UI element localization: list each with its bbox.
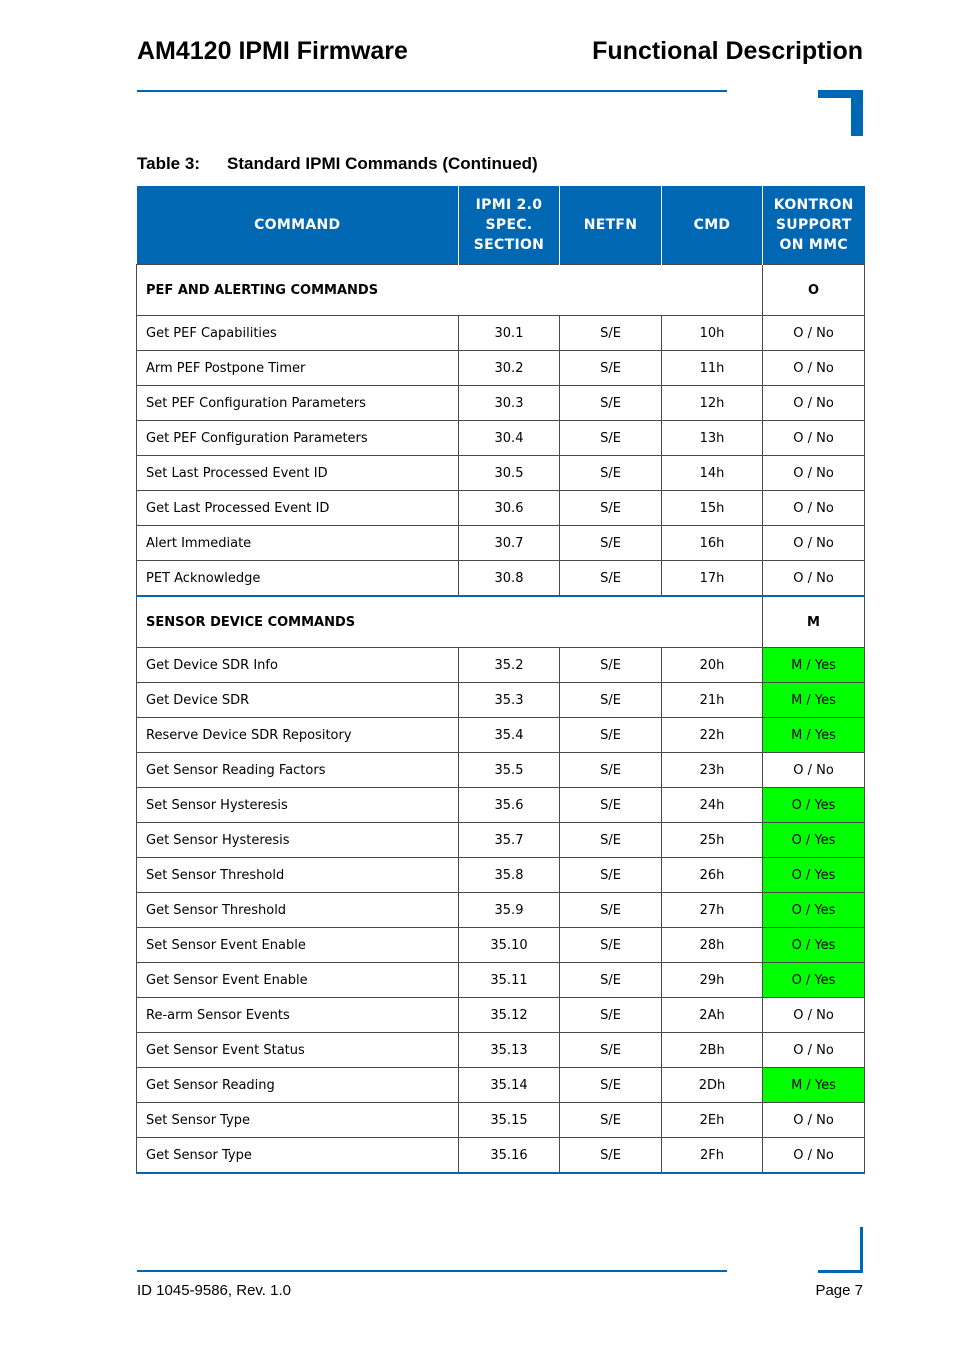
spec-section-cell: 35.2 (459, 648, 560, 683)
netfn-cell: S/E (560, 526, 662, 561)
command-name-cell: Get PEF Capabilities (137, 316, 459, 351)
spec-section-cell: 35.3 (459, 683, 560, 718)
support-cell: O / No (763, 386, 865, 421)
netfn-cell: S/E (560, 386, 662, 421)
netfn-cell: S/E (560, 823, 662, 858)
netfn-cell: S/E (560, 753, 662, 788)
command-name-cell: Set Sensor Type (137, 1103, 459, 1138)
support-cell: O / Yes (763, 823, 865, 858)
command-name-cell: Get Sensor Reading (137, 1068, 459, 1103)
netfn-cell: S/E (560, 858, 662, 893)
support-cell: O / No (763, 351, 865, 386)
netfn-cell: S/E (560, 928, 662, 963)
cmd-cell: 11h (662, 351, 763, 386)
command-name-cell: Get Sensor Reading Factors (137, 753, 459, 788)
spec-section-cell: 30.5 (459, 456, 560, 491)
support-cell: O / No (763, 753, 865, 788)
header-right-title: Functional Description (592, 37, 863, 65)
command-name-cell: Reserve Device SDR Repository (137, 718, 459, 753)
netfn-cell: S/E (560, 963, 662, 998)
spec-section-cell: 35.9 (459, 893, 560, 928)
support-cell: O / No (763, 491, 865, 526)
cmd-cell: 2Fh (662, 1138, 763, 1174)
table-row (137, 351, 865, 386)
netfn-cell: S/E (560, 491, 662, 526)
support-cell: O / Yes (763, 928, 865, 963)
cmd-cell: 29h (662, 963, 763, 998)
spec-section-cell: 30.6 (459, 491, 560, 526)
netfn-cell: S/E (560, 351, 662, 386)
cmd-cell: 12h (662, 386, 763, 421)
command-name-cell: Re-arm Sensor Events (137, 998, 459, 1033)
table-row (137, 1068, 865, 1103)
column-header-kontron-support: KONTRON SUPPORT ON MMC (763, 186, 865, 265)
cmd-cell: 23h (662, 753, 763, 788)
netfn-cell: S/E (560, 788, 662, 823)
footer-doc-id: ID 1045-9586, Rev. 1.0 (137, 1282, 291, 1299)
command-name-cell: Alert Immediate (137, 526, 459, 561)
command-name-cell: Get Sensor Event Status (137, 1033, 459, 1068)
cmd-cell: 16h (662, 526, 763, 561)
spec-section-cell: 35.15 (459, 1103, 560, 1138)
cmd-cell: 27h (662, 893, 763, 928)
spec-section-cell: 30.8 (459, 561, 560, 597)
table-row (137, 788, 865, 823)
table-row (137, 928, 865, 963)
netfn-cell: S/E (560, 1033, 662, 1068)
cmd-cell: 13h (662, 421, 763, 456)
spec-section-cell: 35.8 (459, 858, 560, 893)
support-cell: O / No (763, 998, 865, 1033)
footer-page-number: Page 7 (815, 1282, 863, 1299)
spec-section-cell: 35.10 (459, 928, 560, 963)
support-cell: O / Yes (763, 788, 865, 823)
netfn-cell: S/E (560, 1138, 662, 1174)
table-row (137, 526, 865, 561)
table-row (137, 893, 865, 928)
support-cell: O / No (763, 1033, 865, 1068)
section-support: O (763, 265, 865, 316)
support-cell: O / No (763, 1138, 865, 1174)
netfn-cell: S/E (560, 1103, 662, 1138)
spec-section-cell: 35.16 (459, 1138, 560, 1174)
corner-mark-bottom (818, 1270, 863, 1273)
command-name-cell: Set Sensor Hysteresis (137, 788, 459, 823)
corner-mark-bottom-vertical (860, 1227, 863, 1272)
netfn-cell: S/E (560, 718, 662, 753)
column-header-cmd: CMD (662, 186, 763, 265)
command-name-cell: Get Device SDR Info (137, 648, 459, 683)
command-name-cell: Set Sensor Threshold (137, 858, 459, 893)
command-name-cell: PET Acknowledge (137, 561, 459, 597)
support-cell: O / No (763, 421, 865, 456)
command-name-cell: Get Sensor Type (137, 1138, 459, 1174)
netfn-cell: S/E (560, 1068, 662, 1103)
section-row-sensor-device-commands (137, 596, 865, 648)
header-rule (137, 90, 727, 92)
table-row (137, 561, 865, 597)
table-row (137, 683, 865, 718)
command-name-cell: Get Sensor Threshold (137, 893, 459, 928)
support-cell: O / No (763, 316, 865, 351)
cmd-cell: 2Ah (662, 998, 763, 1033)
table-row (137, 718, 865, 753)
cmd-cell: 15h (662, 491, 763, 526)
cmd-cell: 22h (662, 718, 763, 753)
column-header-spec-section: IPMI 2.0 SPEC. SECTION (459, 186, 560, 265)
netfn-cell: S/E (560, 893, 662, 928)
spec-section-cell: 30.4 (459, 421, 560, 456)
command-name-cell: Get PEF Configuration Parameters (137, 421, 459, 456)
support-cell: O / No (763, 526, 865, 561)
spec-section-cell: 30.1 (459, 316, 560, 351)
table-caption (137, 154, 538, 174)
table-row (137, 316, 865, 351)
netfn-cell: S/E (560, 683, 662, 718)
section-title: SENSOR DEVICE COMMANDS (137, 596, 763, 648)
cmd-cell: 28h (662, 928, 763, 963)
table-header-row (137, 186, 865, 265)
cmd-cell: 26h (662, 858, 763, 893)
support-cell: O / Yes (763, 893, 865, 928)
table-row (137, 963, 865, 998)
header-left-title: AM4120 IPMI Firmware (137, 37, 408, 65)
command-name-cell: Set PEF Configuration Parameters (137, 386, 459, 421)
spec-section-cell: 35.5 (459, 753, 560, 788)
table-row (137, 753, 865, 788)
command-name-cell: Get Device SDR (137, 683, 459, 718)
netfn-cell: S/E (560, 456, 662, 491)
spec-section-cell: 35.12 (459, 998, 560, 1033)
spec-section-cell: 30.3 (459, 386, 560, 421)
command-name-cell: Arm PEF Postpone Timer (137, 351, 459, 386)
table-row (137, 1103, 865, 1138)
table-row (137, 998, 865, 1033)
command-name-cell: Get Sensor Hysteresis (137, 823, 459, 858)
support-cell: O / Yes (763, 963, 865, 998)
footer-rule (137, 1270, 727, 1272)
column-header-netfn: NETFN (560, 186, 662, 265)
command-name-cell: Set Last Processed Event ID (137, 456, 459, 491)
cmd-cell: 10h (662, 316, 763, 351)
table-row (137, 858, 865, 893)
cmd-cell: 2Eh (662, 1103, 763, 1138)
cmd-cell: 20h (662, 648, 763, 683)
table-row (137, 491, 865, 526)
cmd-cell: 14h (662, 456, 763, 491)
table-caption-number: Table 3: (137, 154, 200, 173)
spec-section-cell: 35.7 (459, 823, 560, 858)
cmd-cell: 17h (662, 561, 763, 597)
table-row (137, 386, 865, 421)
support-cell: O / Yes (763, 858, 865, 893)
support-cell: O / No (763, 561, 865, 597)
cmd-cell: 2Bh (662, 1033, 763, 1068)
table-row (137, 456, 865, 491)
spec-section-cell: 35.14 (459, 1068, 560, 1103)
section-title: PEF AND ALERTING COMMANDS (137, 265, 763, 316)
section-row-pef-and-alerting-commands (137, 265, 865, 316)
support-cell: O / No (763, 456, 865, 491)
support-cell: M / Yes (763, 683, 865, 718)
spec-section-cell: 30.2 (459, 351, 560, 386)
table-row (137, 823, 865, 858)
netfn-cell: S/E (560, 561, 662, 597)
table-row (137, 421, 865, 456)
table-row (137, 1033, 865, 1068)
spec-section-cell: 30.7 (459, 526, 560, 561)
corner-mark-top-vertical (851, 90, 863, 136)
spec-section-cell: 35.13 (459, 1033, 560, 1068)
netfn-cell: S/E (560, 316, 662, 351)
ipmi-commands-table (136, 186, 865, 1174)
spec-section-cell: 35.6 (459, 788, 560, 823)
cmd-cell: 25h (662, 823, 763, 858)
support-cell: O / No (763, 1103, 865, 1138)
command-name-cell: Set Sensor Event Enable (137, 928, 459, 963)
cmd-cell: 2Dh (662, 1068, 763, 1103)
command-name-cell: Get Sensor Event Enable (137, 963, 459, 998)
netfn-cell: S/E (560, 421, 662, 456)
spec-section-cell: 35.4 (459, 718, 560, 753)
table-row (137, 648, 865, 683)
support-cell: M / Yes (763, 1068, 865, 1103)
cmd-cell: 24h (662, 788, 763, 823)
spec-section-cell: 35.11 (459, 963, 560, 998)
command-name-cell: Get Last Processed Event ID (137, 491, 459, 526)
column-header-command: COMMAND (137, 186, 459, 265)
section-support: M (763, 596, 865, 648)
support-cell: M / Yes (763, 648, 865, 683)
table-row (137, 1138, 865, 1174)
support-cell: M / Yes (763, 718, 865, 753)
netfn-cell: S/E (560, 648, 662, 683)
table-body (137, 265, 865, 1174)
netfn-cell: S/E (560, 998, 662, 1033)
table-caption-title: Standard IPMI Commands (Continued) (227, 154, 538, 173)
cmd-cell: 21h (662, 683, 763, 718)
